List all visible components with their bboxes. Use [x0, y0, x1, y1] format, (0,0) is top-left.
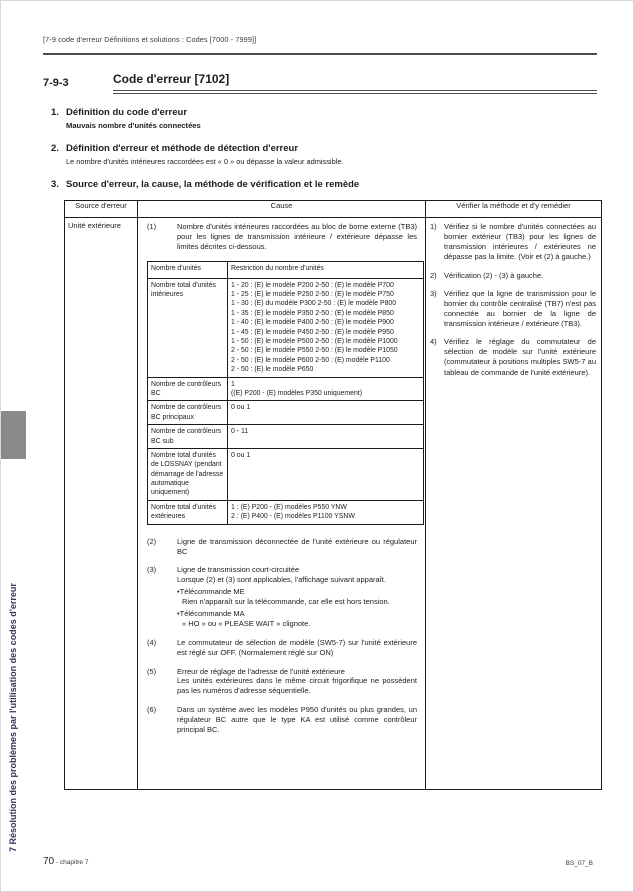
value-line: ((E) P200 - (E) modèles P350 uniquement)	[231, 389, 362, 397]
item-text: Vérification (2) - (3) à gauche.	[444, 270, 544, 280]
col-header-source: Source d'erreur	[65, 201, 138, 218]
item-text: Vérifiez le réglage du commutateur de sélection de modèle sur l'unité extérieure (commutateur à positions multiples SW5-7 au tableau de commande de l'unité extérieure).	[444, 337, 596, 377]
item-text: Ligne de transmission déconnectée de l'unité extérieure ou régulateur BC	[177, 536, 417, 556]
cause-item-2	[147, 537, 423, 557]
list-number: 2.	[51, 143, 59, 154]
list-number: 3.	[51, 179, 59, 190]
item-text: Le commutateur de sélection de modèle (SW5-7) sur l'unité extérieure est réglé sur OFF. (Normalement réglé sur ON)	[177, 637, 417, 657]
item-number: 2)	[430, 270, 437, 280]
item-number: (5)	[147, 666, 157, 676]
page-content	[1, 1, 633, 790]
text-line: Lorsque (2) et (3) sont applicables, l'affichage suivant apparaît.	[177, 575, 386, 585]
row-label: Nombre total d'unités extérieures	[148, 500, 228, 524]
remedy-item-2	[430, 271, 596, 281]
item-text	[177, 565, 423, 628]
value-line: 2 : (E) P400 - (E) modèles P1100 YSNW	[231, 513, 355, 521]
item-text: Vérifiez si le nombre d'unités connectées au bornier extérieur (TB3) pour les lignes de transmission intérieures / extérieures ne dépasse pas la limite. (Voir et (2) à gauche.)	[444, 222, 596, 262]
remedy-item-4	[430, 337, 596, 378]
col-header-remedy: Vérifier la méthode et d'y remédier	[426, 201, 602, 218]
inner-header-row	[148, 261, 424, 278]
remedy-item-1	[430, 222, 596, 263]
section-number: 7-9-3	[43, 77, 69, 89]
cause-item-3	[147, 565, 423, 628]
item-number: 3)	[430, 288, 437, 298]
section-title: Source d'erreur, la cause, la méthode de vérification et le remède	[66, 179, 360, 190]
section-definition-erreur	[51, 143, 595, 166]
item-number: (1)	[147, 222, 157, 231]
restriction-line: 1 - 25 : (E) le modèle P250 2-50 : (E) le modèle P750	[231, 291, 394, 299]
footer-page-info	[43, 856, 88, 867]
restriction-line: 1 - 50 : (E) le modèle P500 2-50 : (E) le modèle P1000	[231, 338, 398, 346]
chapter-label: - chapitre 7	[55, 859, 89, 866]
error-source-cell: Unité extérieure	[65, 218, 138, 790]
table-row	[148, 448, 424, 500]
value-line: 1	[231, 380, 235, 388]
restriction-line: 2 - 50 : (E) le modèle P550 2-50 : (E) le modèle P1050	[231, 347, 398, 355]
text-line: Erreur de réglage de l'adresse de l'unité extérieure	[177, 666, 345, 676]
table-row	[148, 425, 424, 449]
row-value: 0 ou 1	[228, 401, 424, 425]
inner-col-restriction: Restriction du nombre d'unités	[228, 261, 424, 278]
row-value: 0 - 11	[228, 425, 424, 449]
inner-col-units: Nombre d'unités	[148, 261, 228, 278]
col-header-cause: Cause	[138, 201, 426, 218]
restriction-line: 1 - 35 : (E) le modèle P350 2-50 : (E) le modèle P850	[231, 309, 394, 317]
page-number: 70	[43, 856, 55, 867]
table-row	[148, 500, 424, 524]
table-row	[148, 377, 424, 401]
section-heading	[43, 72, 597, 94]
table-body-row	[65, 218, 602, 790]
breadcrumb: [7-9 code d'erreur Définitions et solutions : Codes [7000 - 7999]]	[43, 35, 257, 44]
item-number: (6)	[147, 705, 157, 715]
item-text	[177, 667, 423, 697]
page-title: Code d'erreur [7102]	[113, 72, 597, 94]
row-label: Nombre de contrôleurs BC sub	[148, 425, 228, 449]
cause-item-6	[147, 705, 423, 735]
document-code: BS_07_B	[565, 860, 593, 867]
item-number: (4)	[147, 637, 157, 647]
header-divider	[43, 53, 597, 55]
text-line: Les unités extérieures dans le même circuit frigorifique ne possèdent pas les numéros d'adresse séquentielle.	[177, 676, 417, 696]
restriction-line: 1 - 20 : (E) le modèle P200 2-50 : (E) le modèle P700	[231, 281, 394, 289]
remedy-cell	[426, 218, 602, 790]
text-line: « HO » ou « PLEASE WAIT » clignote.	[182, 618, 311, 628]
restriction-line: 1 - 30 : (E) du modèle P300 2-50 : (E) le modèle P800	[231, 300, 397, 308]
bullet-line: •Télécommande MA	[177, 609, 245, 618]
row-value	[228, 500, 424, 524]
table-header-row	[65, 201, 602, 218]
section-body: Le nombre d'unités intérieures raccordées est « 0 » ou dépasse la valeur admissible.	[66, 157, 344, 166]
chapter-sidebar-label: 7 Résolution des problèmes par l'utilisation des codes d'erreur	[8, 583, 18, 852]
restriction-line: 2 - 50 : (E) le modèle P650	[231, 366, 314, 374]
restriction-line: 1 - 45 : (E) le modèle P450 2-50 : (E) le modèle P950	[231, 328, 394, 336]
remedy-item-3	[430, 289, 596, 330]
section-title: Définition du code d'erreur	[66, 107, 188, 118]
chapter-tab-marker	[1, 411, 26, 459]
row-value	[228, 377, 424, 401]
item-text: Nombre d'unités intérieures raccordées au bloc de borne externe (TB3) pour les lignes de transmission intérieure / extérieure dépasse les limites décrites ci-dessous.	[177, 222, 417, 251]
row-label: Nombre de contrôleurs BC principaux	[148, 401, 228, 425]
section-body: Mauvais nombre d'unités connectées	[66, 121, 201, 130]
text-line: Ligne de transmission court-circuitée	[177, 565, 300, 575]
section-source-erreur	[51, 179, 595, 190]
error-table	[64, 200, 602, 790]
cause-cell	[138, 218, 426, 790]
restriction-line: 2 - 50 : (E) le modèle P600 2-50 : (E) modèle P1100	[231, 356, 390, 364]
row-label: Nombre total d'unités de LOSSNAY (pendant démarrage de l'adresse automatique uniquement)	[148, 448, 228, 500]
row-label: Nombre de contrôleurs BC	[148, 377, 228, 401]
item-text: Vérifiez que la ligne de transmission pour le bornier du contrôle centralisé (TB7) n'est pas connectée au bornier de la ligne de transmission intérieure / extérieure (TB3).	[444, 288, 596, 328]
row-value: 0 ou 1	[228, 448, 424, 500]
unit-restriction-table	[147, 261, 424, 525]
item-number: (2)	[147, 536, 157, 546]
text-line: Rien n'apparaît sur la télécommande, car elle est hors tension.	[182, 597, 390, 607]
bullet-line: •Télécommande ME	[177, 587, 245, 597]
section-definition-code	[51, 107, 595, 130]
item-number: 4)	[430, 337, 437, 347]
row-label: Nombre total d'unités intérieures	[148, 278, 228, 377]
table-row	[148, 278, 424, 377]
item-number: (3)	[147, 565, 157, 575]
list-number: 1.	[51, 107, 59, 118]
cause-item-5	[147, 667, 423, 697]
section-title: Définition d'erreur et méthode de détection d'erreur	[66, 143, 299, 154]
item-number: 1)	[430, 222, 437, 231]
cause-item-4	[147, 638, 423, 658]
row-value	[228, 278, 424, 377]
value-line: 1 : (E) P200 - (E) modèles P550 YNW	[231, 503, 347, 511]
restriction-line: 1 - 40 : (E) le modèle P400 2-50 : (E) le modèle P900	[231, 319, 394, 327]
table-row	[148, 401, 424, 425]
cause-item-1	[147, 222, 423, 252]
item-text: Dans un système avec les modèles P950 d'unités ou plus grandes, un régulateur BC autre que le type KA est utilisé comme contrôleur principal BC.	[177, 705, 417, 735]
